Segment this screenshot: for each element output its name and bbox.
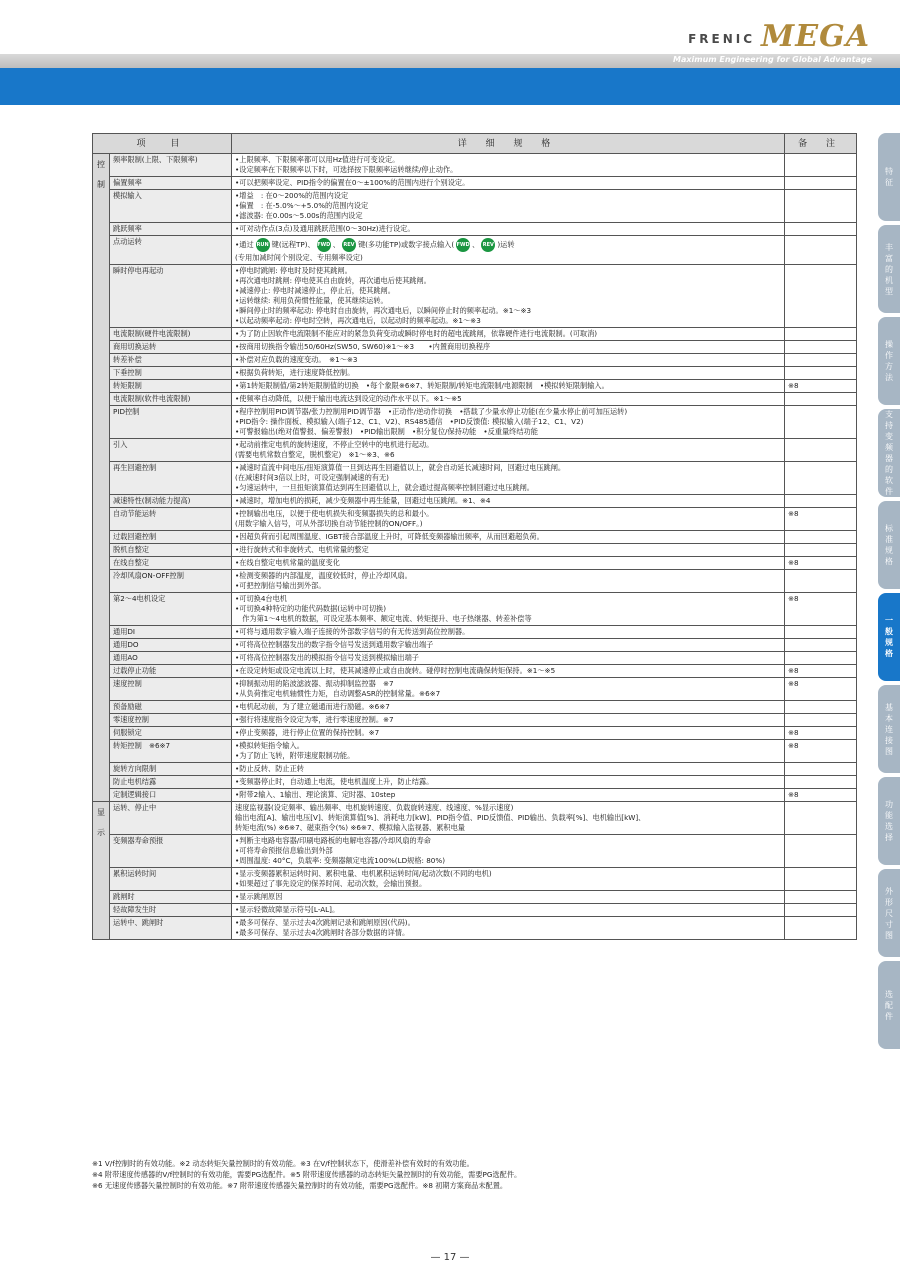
- side-tab-label: 特征: [885, 167, 893, 187]
- detail-line: •根据负荷转矩，进行速度降低控制。: [235, 368, 355, 377]
- detail-line: •强行将速度指令设定为零，进行零速度控制。※7: [235, 715, 394, 724]
- detail-line: •如果超过了事先设定的保养时间、起动次数，会输出预报。: [235, 879, 427, 888]
- item-cell: 过载回避控制: [110, 531, 232, 544]
- side-tab-8[interactable]: [878, 869, 900, 957]
- note-cell: [785, 835, 857, 868]
- detail-line: •可切换4种特定的功能代码数据(运转中可切换): [235, 604, 387, 613]
- detail-cell: [232, 462, 785, 495]
- table-row: [93, 341, 857, 354]
- note-cell: ※8: [785, 508, 857, 531]
- item-cell: 累积运转时间: [110, 868, 232, 891]
- detail-line: •防止反转、防止正转: [235, 764, 304, 773]
- note-cell: [785, 265, 857, 328]
- item-cell: 下垂控制: [110, 367, 232, 380]
- note-cell: [785, 190, 857, 223]
- detail-cell: [232, 557, 785, 570]
- detail-line: 作为第1～4电机的数据，可设定基本频率、额定电流、转矩提升、电子热继器、转差补偿等: [235, 614, 532, 623]
- note-cell: [785, 406, 857, 439]
- table-row: [93, 626, 857, 639]
- category-cell: [93, 802, 110, 940]
- detail-cell: [232, 508, 785, 531]
- detail-cell: [232, 917, 785, 940]
- note-cell: [785, 367, 857, 380]
- detail-cell: [232, 802, 785, 835]
- detail-line: •可以把频率设定、PID指令的偏置在0～±100%的范围内进行个别设定。: [235, 178, 470, 187]
- table-row: [93, 531, 857, 544]
- detail-line: (在减速时间3倍以上时，可设定强制减速的有无): [235, 473, 389, 482]
- table-row: [93, 639, 857, 652]
- detail-cell: [232, 341, 785, 354]
- item-cell: PID控制: [110, 406, 232, 439]
- item-cell: 旋转方向限制: [110, 763, 232, 776]
- detail-cell: [232, 763, 785, 776]
- detail-cell: [232, 740, 785, 763]
- detail-cell: [232, 776, 785, 789]
- item-cell: 在线自整定: [110, 557, 232, 570]
- brand-mega-text: MEGA: [761, 19, 870, 54]
- detail-line: •以起动频率起动: 停电时空转，再次通电后，以起动时的频率起动。※1～※3: [235, 316, 481, 325]
- note-cell: ※8: [785, 380, 857, 393]
- detail-cell: [232, 177, 785, 190]
- footnotes: [92, 1158, 872, 1191]
- detail-line: •停电时跳闸: 停电时及时使其跳闸。: [235, 266, 352, 275]
- detail-line: •周围温度: 40°C，负载率: 变频器额定电流100%(LD规格: 80%): [235, 856, 445, 865]
- table-row: [93, 508, 857, 531]
- key-button-icon: REV: [481, 238, 495, 252]
- table-row: [93, 439, 857, 462]
- page-number: — 17 —: [430, 1252, 470, 1263]
- note-cell: [785, 154, 857, 177]
- detail-line: •抑制振动用的陷波滤波器、振动抑制监控器 ※7: [235, 679, 394, 688]
- note-cell: ※8: [785, 593, 857, 626]
- table-row: [93, 406, 857, 439]
- detail-line: •为了防止飞转，附带速度限制功能。: [235, 751, 355, 760]
- side-tab-6[interactable]: [878, 685, 900, 773]
- detail-line: •运转继续: 利用负荷惯性能量，使其继续运转。: [235, 296, 388, 305]
- note-cell: ※8: [785, 727, 857, 740]
- note-cell: [785, 328, 857, 341]
- table-row: [93, 190, 857, 223]
- note-cell: [785, 891, 857, 904]
- item-cell: 点动运转: [110, 236, 232, 265]
- detail-line: •偏置 : 在-5.0%～+5.0%的范围内设定: [235, 201, 369, 210]
- detail-cell: [232, 223, 785, 236]
- item-cell: 跳跃频率: [110, 223, 232, 236]
- table-row: [93, 763, 857, 776]
- detail-line: •停止变频器，进行停止位置的保持控制。※7: [235, 728, 380, 737]
- table-row: [93, 354, 857, 367]
- note-cell: [785, 802, 857, 835]
- item-cell: 通用DO: [110, 639, 232, 652]
- detail-line: •变频器停止时，自动通上电流，使电机温度上升，防止结露。: [235, 777, 434, 786]
- note-cell: [785, 917, 857, 940]
- detail-line: •电机起动前，为了建立磁通而进行励磁。※6※7: [235, 702, 390, 711]
- note-cell: ※8: [785, 678, 857, 701]
- note-cell: [785, 652, 857, 665]
- detail-line: •为了防止因软件电流限制不能应对的紧急负荷变动或瞬时停电时的超电流跳闸，依靠硬件进行电流限制。(可取消): [235, 329, 598, 338]
- note-cell: [785, 393, 857, 406]
- item-cell: 过载停止功能: [110, 665, 232, 678]
- side-tab-3[interactable]: [878, 409, 900, 497]
- key-button-icon: REV: [342, 238, 356, 252]
- note-cell: [785, 462, 857, 495]
- side-tab-label: 基本连接图: [885, 702, 893, 756]
- table-row: [93, 776, 857, 789]
- side-tab-label: 操作方法: [885, 340, 893, 382]
- table-row: [93, 380, 857, 393]
- item-cell: 偏置频率: [110, 177, 232, 190]
- detail-line: •可将与通用数字输入端子连接的外部数字信号的有无传送到高位控制器。: [235, 627, 470, 636]
- item-cell: 运转、停止中: [110, 802, 232, 835]
- detail-line: •减速时，增加电机的损耗，减少变频器中再生能量，回避过电压跳闸。※1、※4: [235, 496, 491, 505]
- item-cell: 跳闸时: [110, 891, 232, 904]
- detail-cell: [232, 265, 785, 328]
- note-cell: ※8: [785, 740, 857, 763]
- item-cell: 定制逻辑接口: [110, 789, 232, 802]
- item-cell: 预备励磁: [110, 701, 232, 714]
- detail-line: •上限频率、下限频率都可以用Hz值进行可变设定。: [235, 155, 400, 164]
- note-cell: [785, 701, 857, 714]
- side-tab-7[interactable]: [878, 777, 900, 865]
- detail-line: •可对动作点(3点)及通用跳跃范围(0～30Hz)进行设定。: [235, 224, 415, 233]
- detail-line: •第1转矩限制值/第2转矩限制值的切换 •每个象限※6※7、转矩限制/转矩电流限制/电源限制 •模拟转矩限制输入。: [235, 381, 609, 390]
- page-header: [0, 0, 900, 54]
- detail-cell: [232, 891, 785, 904]
- item-cell: 脱机自整定: [110, 544, 232, 557]
- note-cell: [785, 626, 857, 639]
- table-row: [93, 557, 857, 570]
- table-row: [93, 177, 857, 190]
- detail-cell: [232, 544, 785, 557]
- note-cell: [785, 544, 857, 557]
- detail-cell: [232, 406, 785, 439]
- detail-line: •因超负荷而引起周围温度、IGBT接合部温度上升时，可降低变频器输出频率，从而回避超负荷。: [235, 532, 544, 541]
- detail-line: •减速时直流中间电压/扭矩演算值一旦到达再生回避值以上，就会自动延长减速时间，回避过电压跳闸。: [235, 463, 566, 472]
- item-cell: 通用AO: [110, 652, 232, 665]
- item-cell: 零速度控制: [110, 714, 232, 727]
- note-cell: [785, 531, 857, 544]
- item-cell: 减速特性(制动能力提高): [110, 495, 232, 508]
- jog-line: [235, 237, 781, 253]
- detail-line: •从负荷推定电机轴惯性力矩，自动调整ASR的控制常量。※6※7: [235, 689, 441, 698]
- detail-line: •起动前推定电机的旋转速度，不停止空转中的电机进行起动。: [235, 440, 434, 449]
- table-row: [93, 652, 857, 665]
- detail-cell: [232, 701, 785, 714]
- table-row: [93, 495, 857, 508]
- table-row: [93, 714, 857, 727]
- detail-line: •再次通电时跳闸: 停电使其自由旋转，再次通电后使其跳闸。: [235, 276, 431, 285]
- table-row: [93, 665, 857, 678]
- note-cell: [785, 236, 857, 265]
- detail-line: •最多可保存、显示过去4次跳闸记录和跳闸原因(代码)。: [235, 918, 415, 927]
- detail-line: •显示轻微故障显示符号[L-AL]。: [235, 905, 340, 914]
- header-detail: 详 细 规 格: [232, 134, 785, 154]
- detail-line: •可将高位控制器发出的数字指令信号发送到通用数字输出端子: [235, 640, 434, 649]
- header-note: 备 注: [785, 134, 857, 154]
- detail-cell: [232, 789, 785, 802]
- jog-text: 键(多功能TP)或数字接点输入(: [357, 240, 455, 249]
- detail-cell: [232, 236, 785, 265]
- side-tab-0[interactable]: [878, 133, 900, 221]
- item-cell: 商用切换运转: [110, 341, 232, 354]
- detail-line: •设定频率在下限频率以下时，可选择按下限频率运转继续/停止动作。: [235, 165, 458, 174]
- detail-cell: [232, 380, 785, 393]
- note-cell: [785, 177, 857, 190]
- table-row: [93, 154, 857, 177]
- jog-text: )运转: [497, 240, 515, 249]
- side-tab-9[interactable]: [878, 961, 900, 1049]
- detail-line: •可将高位控制器发出的模拟指令信号发送到模拟输出端子: [235, 653, 419, 662]
- note-cell: [785, 570, 857, 593]
- item-cell: 转矩控制 ※6※7: [110, 740, 232, 763]
- detail-line: •模拟转矩指令输入。: [235, 741, 304, 750]
- detail-line: •使频率自动降低，以便于输出电流达到设定的动作水平以下。※1～※5: [235, 394, 462, 403]
- item-cell: 轻故障发生时: [110, 904, 232, 917]
- item-cell: 第2～4电机设定: [110, 593, 232, 626]
- table-row: [93, 727, 857, 740]
- note-cell: [785, 439, 857, 462]
- detail-line: 转矩电流(%) ※6※7、磁束指令(%) ※6※7、模拟输入监视器、累积电量: [235, 823, 465, 832]
- category-label: 控制: [97, 160, 105, 189]
- detail-line: •可把控制信号输出到外部。: [235, 581, 326, 590]
- table-row: [93, 917, 857, 940]
- category-cell: [93, 154, 110, 802]
- note-cell: ※8: [785, 665, 857, 678]
- note-cell: [785, 763, 857, 776]
- note-cell: [785, 223, 857, 236]
- detail-line: •可将寿命预报信息输出到外部: [235, 846, 333, 855]
- detail-line: •控制输出电压，以便于使电机损失和变频器损失的总和最小。: [235, 509, 434, 518]
- item-cell: 频率限制(上限、下限频率): [110, 154, 232, 177]
- note-cell: [785, 354, 857, 367]
- table-row: [93, 891, 857, 904]
- table-row: [93, 593, 857, 626]
- note-cell: [785, 495, 857, 508]
- note-cell: [785, 904, 857, 917]
- item-cell: 瞬时停电再起动: [110, 265, 232, 328]
- side-tab-label: 标准规格: [885, 524, 893, 566]
- jog-text: 键(远程TP)、: [271, 240, 315, 249]
- detail-line: •最多可保存、显示过去4次跳闸时各部分数据的详情。: [235, 928, 410, 937]
- item-cell: 通用DI: [110, 626, 232, 639]
- jog-text: •通过: [235, 240, 254, 249]
- header-item: 项 目: [93, 134, 232, 154]
- detail-cell: [232, 626, 785, 639]
- item-cell: 防止电机结露: [110, 776, 232, 789]
- jog-text: 、: [472, 240, 480, 249]
- detail-cell: [232, 727, 785, 740]
- side-tab-label: 外形尺寸图: [885, 886, 893, 940]
- detail-line: •减速停止: 停电时减速停止，停止后，使其跳闸。: [235, 286, 395, 295]
- detail-cell: [232, 154, 785, 177]
- item-cell: 变频器寿命预报: [110, 835, 232, 868]
- side-tab-label: 丰富的机型: [885, 242, 893, 296]
- table-row: [93, 789, 857, 802]
- header-tagline: Maximum Engineering for Global Advantage: [672, 55, 872, 64]
- table-row: [93, 835, 857, 868]
- table-row: [93, 740, 857, 763]
- table-row: [93, 678, 857, 701]
- detail-line: •PID指令: 操作面板、模拟输入(端子12、C1、V2)、RS485通信 •PID反馈值: 模拟输入(端子12、C1、V2): [235, 417, 584, 426]
- table-row: [93, 544, 857, 557]
- detail-cell: [232, 868, 785, 891]
- footnote-line: ※1 V/f控制时的有效功能。※2 动态转矩矢量控制时的有效功能。※3 在V/f控制状态下，使滑差补偿有效时的有效功能。: [92, 1159, 474, 1168]
- detail-cell: [232, 665, 785, 678]
- detail-line: •可警报输出(绝对值警报、偏差警报) •PID输出限制 •积分复位/保持功能 •反重量终结功能: [235, 427, 538, 436]
- key-button-icon: RUN: [256, 238, 270, 252]
- table-row: [93, 570, 857, 593]
- detail-line: •程序控制用PID调节器/张力控制用PID调节器 •正动作/逆动作切换 •搭载了少量水停止功能(在少量水停止前可加压运转): [235, 407, 628, 416]
- note-cell: ※8: [785, 557, 857, 570]
- detail-line: •补偿对应负载的速度变动。 ※1～※3: [235, 355, 358, 364]
- footnote-line: ※4 附带速度传感器的V/f控制时的有效功能，需要PG选配件。※5 附带速度传感器的动态转矩矢量控制时的有效功能，需要PG选配件。: [92, 1170, 522, 1179]
- brand-logo: [688, 19, 870, 54]
- detail-cell: [232, 439, 785, 462]
- detail-line: 输出电流[A]、输出电压[V]、转矩演算值[%]、消耗电力[kW]、PID指令值、PID反馈值、PID输出、负载率[%]、电机输出[kW]、: [235, 813, 646, 822]
- side-tab-1[interactable]: [878, 225, 900, 313]
- key-button-icon: FWD: [456, 238, 470, 252]
- spec-table: [92, 133, 857, 940]
- footnote-line: ※6 无速度传感器矢量控制时的有效功能。※7 附带速度传感器矢量控制时的有效功能，需要PG选配件。※8 初期方案商品未配置。: [92, 1181, 508, 1190]
- detail-line: (用数字输入信号，可从外部切换自动节能控制的ON/OFF。): [235, 519, 423, 528]
- item-cell: 再生回避控制: [110, 462, 232, 495]
- detail-cell: [232, 904, 785, 917]
- detail-cell: [232, 678, 785, 701]
- brand-frenic-text: FRENIC: [688, 32, 756, 46]
- detail-line: 速度监视器(设定频率、输出频率、电机旋转速度、负载旋转速度、线速度、%显示速度): [235, 803, 514, 812]
- key-button-icon: FWD: [317, 238, 331, 252]
- side-tab-2[interactable]: [878, 317, 900, 405]
- note-cell: [785, 714, 857, 727]
- table-row: [93, 223, 857, 236]
- detail-cell: [232, 393, 785, 406]
- item-cell: 模拟输入: [110, 190, 232, 223]
- detail-line: •增益 : 在0～200%的范围内设定: [235, 191, 349, 200]
- detail-line: •在设定转矩或设定电流以上时，使其减速停止或自由旋转。碰停时控制电流确保转矩保持。※1～※5: [235, 666, 556, 675]
- detail-line: •进行旋转式和非旋转式、电机常量的整定: [235, 545, 369, 554]
- detail-cell: [232, 593, 785, 626]
- detail-cell: [232, 835, 785, 868]
- detail-cell: [232, 639, 785, 652]
- table-row: [93, 868, 857, 891]
- table-row: [93, 462, 857, 495]
- detail-line: •附带2输入、1输出、理论演算、定时器、10step: [235, 790, 396, 799]
- detail-line: (需要电机常数自整定，脱机整定) ※1～※3、※6: [235, 450, 395, 459]
- item-cell: 冷却风扇ON-OFF控制: [110, 570, 232, 593]
- item-cell: 转矩限制: [110, 380, 232, 393]
- item-cell: 速度控制: [110, 678, 232, 701]
- detail-line: •显示变频器累积运转时间、累积电量、电机累积运转时间/起动次数(不同的电机): [235, 869, 492, 878]
- side-tab-label: 功能选择: [885, 800, 893, 842]
- category-label: 显示: [97, 808, 105, 837]
- detail-line: •在线自整定电机常量的温度变化: [235, 558, 340, 567]
- side-tab-5[interactable]: [878, 593, 900, 681]
- detail-cell: [232, 354, 785, 367]
- item-cell: 伺服锁定: [110, 727, 232, 740]
- detail-cell: [232, 190, 785, 223]
- item-cell: 电流限制(硬件电流限制): [110, 328, 232, 341]
- item-cell: 运转中、跳闸时: [110, 917, 232, 940]
- detail-line: •按商用切换指令输出50/60Hz(SW50, SW60)※1～※3 •内置商用切换程序: [235, 342, 491, 351]
- detail-line: •瞬间停止时的频率起动: 停电时自由旋转，再次通电后，以瞬间停止时的频率起动。※1～※3: [235, 306, 532, 315]
- detail-cell: [232, 328, 785, 341]
- note-cell: [785, 639, 857, 652]
- side-tab-4[interactable]: [878, 501, 900, 589]
- detail-cell: [232, 570, 785, 593]
- side-tab-label: 一般规格: [885, 616, 893, 658]
- detail-cell: [232, 367, 785, 380]
- detail-line: (专用加减时间个别设定、专用频率设定): [235, 253, 363, 262]
- header-blue-band: [0, 68, 900, 105]
- table-row: [93, 701, 857, 714]
- table-row: [93, 802, 857, 835]
- table-row: [93, 236, 857, 265]
- detail-line: •匀速运转中，一旦扭矩演算值达到再生回避值以上，就会通过提高频率控制回避过电压跳闸。: [235, 483, 534, 492]
- item-cell: 电流限制(软件电流限制): [110, 393, 232, 406]
- table-row: [93, 328, 857, 341]
- item-cell: 自动节能运转: [110, 508, 232, 531]
- detail-line: •显示跳闸原因: [235, 892, 283, 901]
- detail-line: •可切换4台电机: [235, 594, 287, 603]
- side-tab-label: 选配件: [885, 989, 893, 1021]
- table-row: [93, 904, 857, 917]
- detail-line: •判断主电路电容器/印刷电路板的电解电容器/冷却风扇的寿命: [235, 836, 431, 845]
- note-cell: ※8: [785, 789, 857, 802]
- detail-line: •滤波器: 在0.00s～5.00s的范围内设定: [235, 211, 363, 220]
- table-row: [93, 265, 857, 328]
- table-header-row: [93, 134, 857, 154]
- table-row: [93, 367, 857, 380]
- note-cell: [785, 868, 857, 891]
- detail-cell: [232, 495, 785, 508]
- table-row: [93, 393, 857, 406]
- note-cell: [785, 341, 857, 354]
- note-cell: [785, 776, 857, 789]
- detail-cell: [232, 652, 785, 665]
- detail-line: •检测变频器的内部温度，温度较低时，停止冷却风扇。: [235, 571, 412, 580]
- jog-text: 、: [332, 240, 340, 249]
- item-cell: 转差补偿: [110, 354, 232, 367]
- item-cell: 引入: [110, 439, 232, 462]
- detail-cell: [232, 531, 785, 544]
- detail-cell: [232, 714, 785, 727]
- side-tab-label: 支持变频器的软件: [885, 410, 893, 496]
